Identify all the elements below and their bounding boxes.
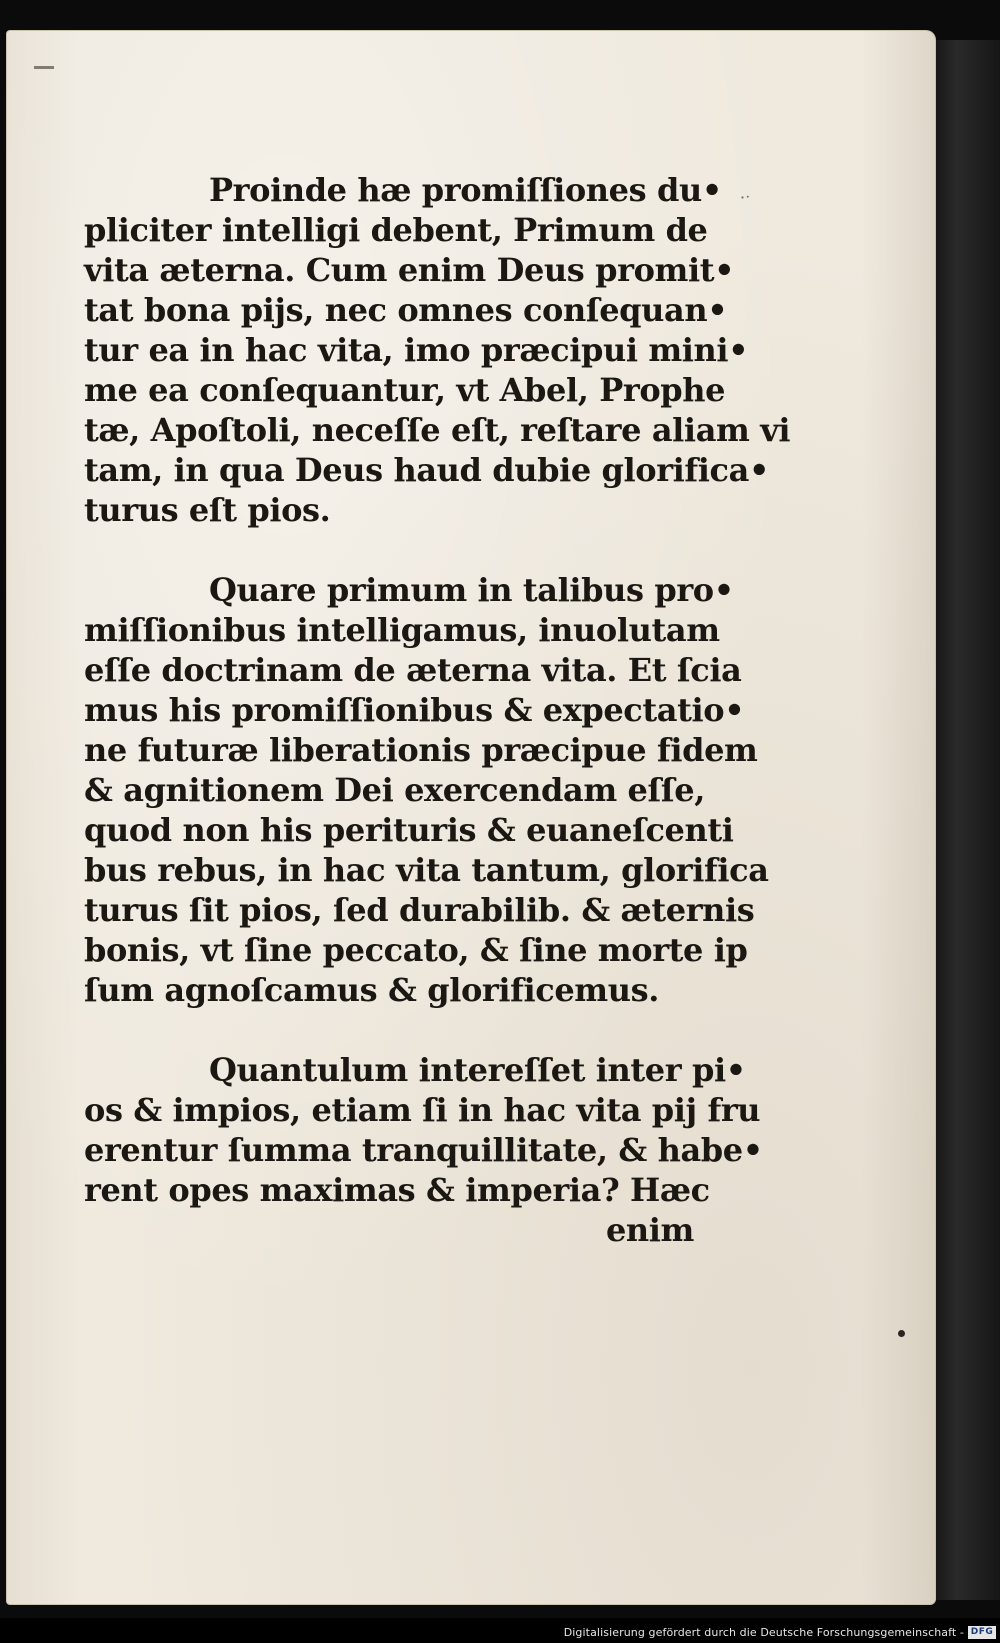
catchword: enim [605,1211,694,1249]
text-line: tam, in qua Deus haud dubie glorifica• [84,451,770,489]
text-line: Quantulum intereſſet inter pi• [209,1051,746,1089]
text-line: bus rebus, in hac vita tantum, glorifica [84,851,769,889]
text-line: ne futuræ liberationis præcipue fidem [84,731,758,769]
page-text [84,170,791,1250]
footer-credit: Digitalisierung gefördert durch die Deutsche Forschungsgemeinschaft - [563,1626,964,1639]
text-line: tat bona pijs, nec omnes conſequan• [84,291,728,329]
text-line: miſſionibus intelligamus, inuolutam [84,611,720,649]
book-edge [928,40,1000,1600]
text-line: vita æterna. Cum enim Deus promit• [84,251,735,289]
text-line: me ea conſequantur, vt Abel, Prophe [84,371,726,409]
text-line: tur ea in hac vita, imo præcipui mini• [84,331,749,369]
text-line: bonis, vt ſine peccato, & ſine morte ip [84,931,748,969]
paragraph-gap [84,1010,694,1050]
text-line: pliciter intelligi debent, Primum de [84,211,708,249]
paragraph-gap [84,530,694,570]
text-line: Proinde hæ promiſſiones du• [209,171,722,209]
dfg-logo: DFG [968,1626,996,1639]
text-line: mus his promiſſionibus & expectatio• [84,691,745,729]
text-line: & agnitionem Dei exercendam eſſe, [84,771,705,809]
text-line: os & impios, etiam ſi in hac vita pij fru [84,1091,761,1129]
text-line: Quare primum in talibus pro• [209,571,734,609]
margin-mark: ·ˑ [740,188,751,207]
text-line: turus eſt pios. [84,491,331,529]
text-line: rent opes maximas & imperia? Hæc [84,1171,710,1209]
text-line: eſſe doctrinam de æterna vita. Et ſcia [84,651,742,689]
text-line: ſum agnoſcamus & glorificemus. [84,971,659,1009]
corner-mark [34,66,54,69]
paragraph-3 [84,1050,763,1250]
paragraph-1 [84,170,791,530]
text-line: turus ſit pios, ſed durabilib. & æternis [84,891,755,929]
text-line: quod non his perituris & euaneſcenti [84,811,734,849]
text-line: tæ, Apoſtoli, neceſſe eſt, reſtare aliam vi [84,411,791,449]
ink-dot [898,1330,905,1337]
paragraph-2 [84,570,769,1010]
text-line: erentur ſumma tranquillitate, & habe• [84,1131,763,1169]
